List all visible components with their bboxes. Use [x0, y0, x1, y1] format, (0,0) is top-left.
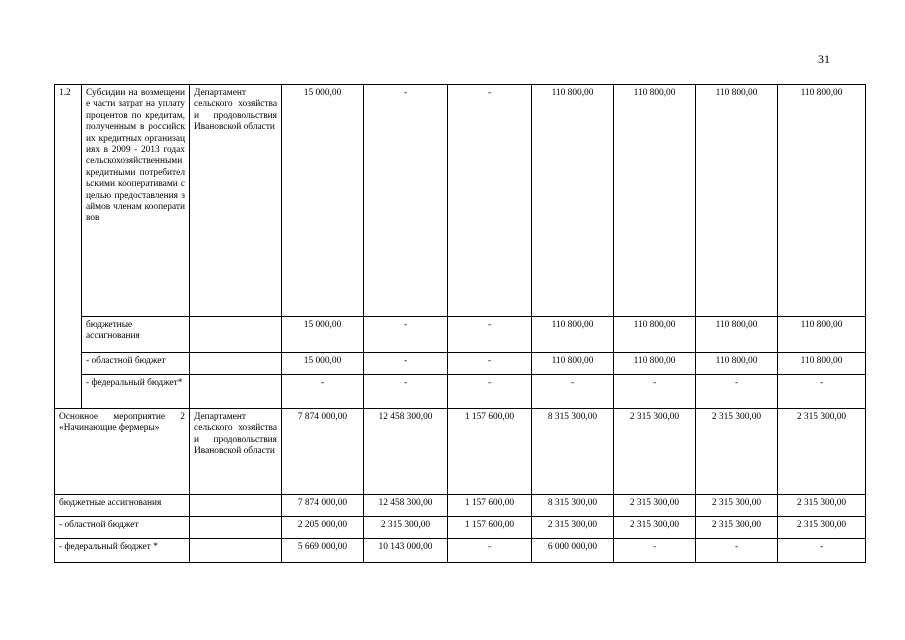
value-cell: 110 800,00 — [614, 317, 696, 353]
value-cell: 2 315 300,00 — [614, 409, 696, 495]
empty-cell — [190, 539, 282, 563]
value-cell: 110 800,00 — [696, 85, 778, 317]
value-cell: 2 315 300,00 — [614, 495, 696, 517]
row-label: бюджетные ассигнования — [55, 495, 190, 517]
row-label: - областной бюджет — [55, 517, 190, 539]
value-cell: 10 143 000,00 — [364, 539, 448, 563]
value-cell: 12 458 300,00 — [364, 495, 448, 517]
empty-cell — [190, 495, 282, 517]
value-cell: - — [364, 85, 448, 317]
value-cell: 2 205 000,00 — [282, 517, 364, 539]
value-cell: - — [364, 317, 448, 353]
value-cell: 2 315 300,00 — [532, 517, 614, 539]
value-cell: - — [614, 375, 696, 409]
row-number: 1.2 — [55, 85, 82, 409]
value-cell: 8 315 300,00 — [532, 495, 614, 517]
value-cell: - — [778, 539, 866, 563]
value-cell: - — [282, 375, 364, 409]
measure-name: Субсидии на возмещение части затрат на уплату процентов по кредитам, полученным в российских кредитных организациях в 2009 - 2013 годах сельскохозяйственными кредитными потребительскими кооперативами с целью предоставления займов членам кооперативов — [82, 85, 190, 317]
row-label: - областной бюджет — [82, 353, 190, 375]
row-label: - федеральный бюджет * — [55, 539, 190, 563]
executor: Департамент сельского хозяйства и продовольствия Ивановской области — [190, 409, 282, 495]
value-cell: 1 157 600,00 — [448, 409, 532, 495]
value-cell: - — [448, 353, 532, 375]
value-cell: 12 458 300,00 — [364, 409, 448, 495]
value-cell: 110 800,00 — [696, 353, 778, 375]
value-cell: 7 874 000,00 — [282, 495, 364, 517]
executor: Департамент сельского хозяйства и продовольствия Ивановской области — [190, 85, 282, 317]
value-cell: - — [448, 539, 532, 563]
value-cell: 7 874 000,00 — [282, 409, 364, 495]
table-row-ma-federal — [55, 539, 866, 563]
main-activity-label: Основное мероприятие 2 «Начинающие фермеры» — [55, 409, 190, 495]
table-row-ma-budget — [55, 495, 866, 517]
value-cell: 1 157 600,00 — [448, 495, 532, 517]
empty-cell — [190, 353, 282, 375]
value-cell: - — [614, 539, 696, 563]
value-cell: 2 315 300,00 — [614, 517, 696, 539]
empty-cell — [190, 317, 282, 353]
value-cell: - — [778, 375, 866, 409]
value-cell: - — [532, 375, 614, 409]
table-row-federal — [55, 375, 866, 409]
row-label: бюджетные ассигнования — [82, 317, 190, 353]
value-cell: 2 315 300,00 — [696, 409, 778, 495]
row-label: - федеральный бюджет* — [82, 375, 190, 409]
value-cell: 110 800,00 — [532, 353, 614, 375]
value-cell: 2 315 300,00 — [778, 495, 866, 517]
value-cell: 110 800,00 — [778, 317, 866, 353]
value-cell: 2 315 300,00 — [696, 495, 778, 517]
value-cell: 2 315 300,00 — [364, 517, 448, 539]
value-cell: 2 315 300,00 — [696, 517, 778, 539]
value-cell: 1 157 600,00 — [448, 517, 532, 539]
value-cell: 110 800,00 — [532, 317, 614, 353]
value-cell: - — [364, 353, 448, 375]
table-row-1-2 — [55, 85, 866, 317]
value-cell: 15 000,00 — [282, 317, 364, 353]
value-cell: - — [448, 317, 532, 353]
value-cell: 110 800,00 — [778, 85, 866, 317]
empty-cell — [190, 375, 282, 409]
value-cell: - — [448, 375, 532, 409]
table-row-regional — [55, 353, 866, 375]
empty-cell — [190, 517, 282, 539]
value-cell: - — [364, 375, 448, 409]
value-cell: 2 315 300,00 — [778, 517, 866, 539]
value-cell: - — [696, 375, 778, 409]
table-row-ma-regional — [55, 517, 866, 539]
value-cell: 15 000,00 — [282, 353, 364, 375]
value-cell: 110 800,00 — [696, 317, 778, 353]
value-cell: - — [448, 85, 532, 317]
value-cell: 110 800,00 — [532, 85, 614, 317]
table-row-main-activity — [55, 409, 866, 495]
value-cell: 110 800,00 — [614, 353, 696, 375]
value-cell: - — [696, 539, 778, 563]
value-cell: 110 800,00 — [614, 85, 696, 317]
budget-table — [54, 84, 866, 563]
value-cell: 110 800,00 — [778, 353, 866, 375]
table-row-budget — [55, 317, 866, 353]
value-cell: 15 000,00 — [282, 85, 364, 317]
value-cell: 5 669 000,00 — [282, 539, 364, 563]
value-cell: 6 000 000,00 — [532, 539, 614, 563]
page-number: 31 — [818, 52, 830, 66]
value-cell: 2 315 300,00 — [778, 409, 866, 495]
value-cell: 8 315 300,00 — [532, 409, 614, 495]
